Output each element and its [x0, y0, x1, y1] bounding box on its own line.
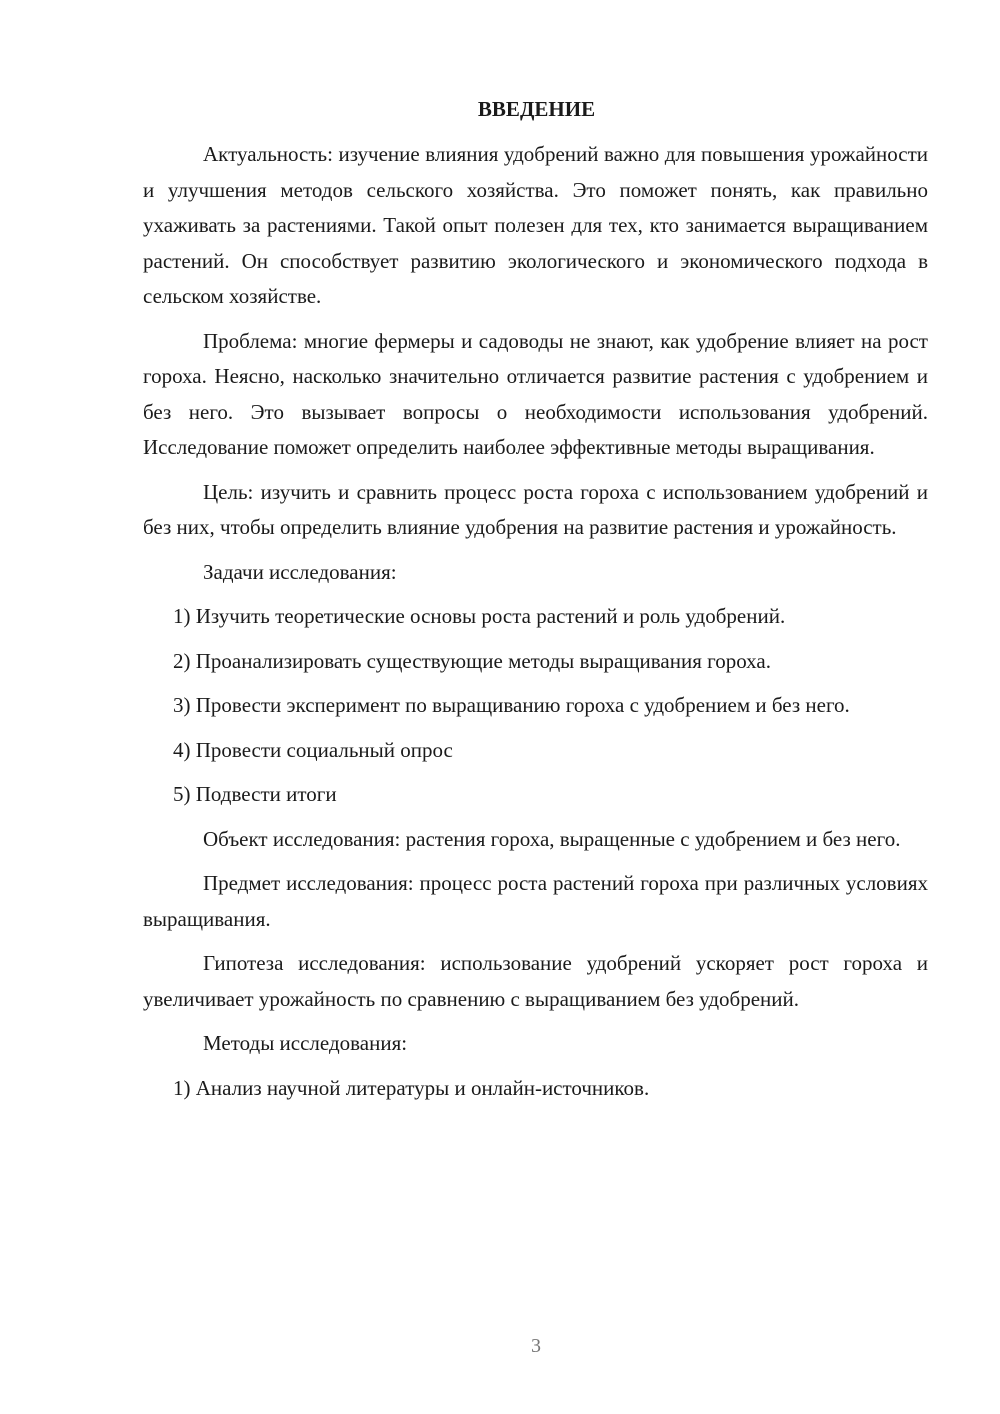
list-item: 3) Провести эксперимент по выращиванию гороха с удобрением и без него. — [173, 693, 850, 717]
list-item: 5) Подвести итоги — [173, 782, 337, 806]
list-item: 4) Провести социальный опрос — [173, 737, 453, 762]
methods-list — [143, 1071, 928, 1107]
subject-paragraph: Предмет исследования: процесс роста растений гороха при различных условиях выращивания. — [143, 871, 928, 931]
methods-title: Методы исследования: — [203, 1031, 408, 1055]
tasks-list — [143, 599, 928, 813]
goal-paragraph: Цель: изучить и сравнить процесс роста гороха с использованием удобрений и без них, чтобы определить влияние удобрения на развитие растения и урожайность. — [143, 479, 928, 539]
page-title: ВВЕДЕНИЕ — [477, 97, 596, 121]
list-item: 2) Проанализировать существующие методы выращивания гороха. — [173, 648, 771, 673]
hypothesis-paragraph: Гипотеза исследования: использование удобрений ускоряет рост гороха и увеличивает урожайность по сравнению с выращиванием без удобрений. — [143, 951, 928, 1011]
tasks-title: Задачи исследования: — [203, 559, 397, 584]
relevance-paragraph: Актуальность: изучение влияния удобрений важно для повышения урожайности и улучшения методов сельского хозяйства. Это поможет понять, как правильно ухаживать за растениями. Такой опыт полезен для тех, кто занимается выращиванием растений. Он способствует развитию экологического и экономического подхода в сельском хозяйстве. — [143, 142, 928, 308]
document-page — [143, 92, 928, 1115]
problem-paragraph: Проблема: многие фермеры и садоводы не знают, как удобрение влияет на рост гороха. Неясно, насколько значительно отличается развитие растения с удобрением и без него. Это вызывает вопросы о необходимости использования удобрений. Исследование поможет определить наиболее эффективные методы выращивания. — [143, 328, 928, 459]
object-paragraph: Объект исследования: растения гороха, выращенные с удобрением и без него. — [203, 826, 901, 851]
list-item: 1) Изучить теоретические основы роста растений и роль удобрений. — [173, 604, 786, 628]
page-number: 3 — [531, 1335, 541, 1357]
list-item: 1) Анализ научной литературы и онлайн-источников. — [173, 1075, 650, 1100]
